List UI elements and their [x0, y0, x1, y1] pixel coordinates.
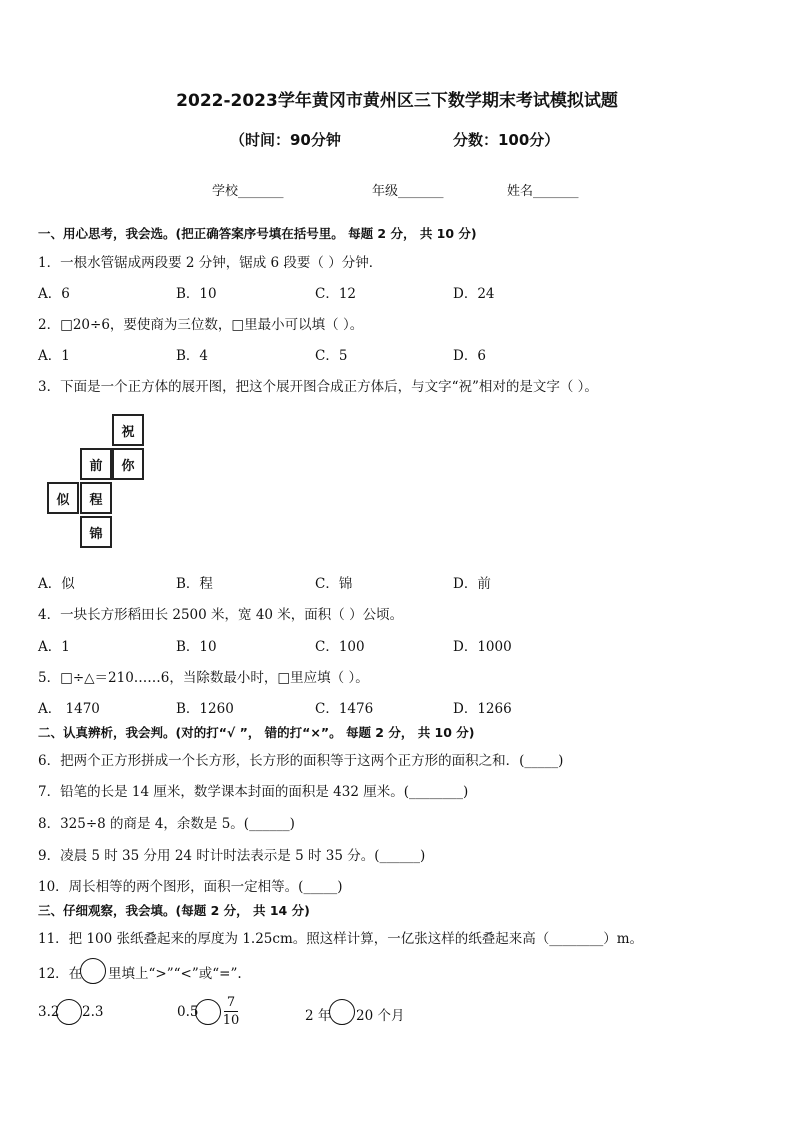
question-2: 2．□20÷6，要使商为三位数，□里最小可以填（ ）。	[38, 317, 364, 333]
q5-option-a: A． 1470	[38, 701, 100, 717]
question-5: 5．□÷△＝210……6，当除数最小时，□里应填（ ）。	[38, 670, 369, 686]
q4-option-b: B．10	[176, 639, 217, 655]
q12-a-circle[interactable]	[56, 999, 82, 1025]
q12-b-fraction	[222, 995, 240, 1028]
q4-option-c: C．100	[315, 639, 365, 655]
name-field: 姓名_______	[507, 184, 579, 199]
q3-option-b: B．程	[176, 576, 213, 592]
q4-option-a: A．1	[38, 639, 70, 655]
q5-option-d: D．1266	[453, 701, 512, 717]
section-3-heading: 三、仔细观察，我会填。(每题 2 分， 共 14 分)	[38, 903, 310, 918]
grade-field: 年级_______	[372, 184, 444, 199]
q1-option-d: D．24	[453, 286, 495, 302]
q12-c-right: 20 个月	[356, 1008, 405, 1024]
fraction-denominator: 10	[222, 1013, 240, 1028]
q5-option-c: C．1476	[315, 701, 374, 717]
question-1: 1．一根水管锯成两段要 2 分钟，锯成 6 段要（ ）分钟．	[38, 255, 383, 271]
question-12-suffix: 里填上“>”“<”或“=”.	[108, 966, 242, 982]
net-cell-5: 程	[80, 482, 112, 514]
q12-a-right: 2.3	[82, 1004, 104, 1020]
q2-option-b: B．4	[176, 348, 209, 364]
net-cell-6: 锦	[80, 516, 112, 548]
question-8: 8．325÷8 的商是 4，余数是 5。(______)	[38, 816, 295, 832]
q3-option-a: A．似	[38, 576, 75, 592]
q2-option-d: D．6	[453, 348, 486, 364]
section-2-heading: 二、认真辨析，我会判。(对的打“√ ”， 错的打“×”。 每题 2 分， 共 10 分)	[38, 725, 475, 740]
question-4: 4．一块长方形稻田长 2500 米，宽 40 米，面积（ ）公顷。	[38, 607, 404, 623]
q2-option-a: A．1	[38, 348, 70, 364]
question-6: 6．把两个正方形拼成一个长方形，长方形的面积等于这两个正方形的面积之和．(_____)	[38, 753, 564, 769]
question-12-prefix: 12．在	[38, 966, 83, 982]
section-1-heading: 一、用心思考，我会选。(把正确答案序号填在括号里。 每题 2 分， 共 10 分)	[38, 226, 477, 241]
q12-c-left: 2 年	[305, 1008, 332, 1024]
question-10: 10．周长相等的两个图形，面积一定相等。(_____)	[38, 879, 343, 895]
q12-a-left: 3.2	[38, 1004, 60, 1020]
q4-option-d: D．1000	[453, 639, 512, 655]
net-cell-2: 前	[80, 448, 112, 480]
q1-option-c: C．12	[315, 286, 357, 302]
net-cell-1: 祝	[112, 414, 144, 446]
fraction-bar	[224, 1011, 238, 1012]
net-cell-3: 你	[112, 448, 144, 480]
q5-option-b: B．1260	[176, 701, 234, 717]
question-9: 9．凌晨 5 时 35 分用 24 时计时法表示是 5 时 35 分。(______)	[38, 848, 426, 864]
q1-option-a: A．6	[38, 286, 70, 302]
question-11: 11．把 100 张纸叠起来的厚度为 1.25cm。照这样计算，一亿张这样的纸叠起来高（________）m。	[38, 931, 644, 947]
exam-score: 分数：100分）	[453, 131, 560, 149]
q12-c-circle[interactable]	[329, 999, 355, 1025]
net-cell-4: 似	[47, 482, 79, 514]
q3-option-c: C．锦	[315, 576, 353, 592]
page-title: 2022-2023学年黄冈市黄州区三下数学期末考试模拟试题	[176, 91, 618, 111]
school-field: 学校_______	[212, 184, 284, 199]
answer-circle-icon	[80, 958, 106, 984]
q12-b-left: 0.5	[177, 1004, 199, 1020]
q1-option-b: B．10	[176, 286, 217, 302]
q12-b-circle[interactable]	[195, 999, 221, 1025]
q2-option-c: C．5	[315, 348, 348, 364]
question-3: 3．下面是一个正方体的展开图，把这个展开图合成正方体后，与文字“祝”相对的是文字（ ）。	[38, 379, 598, 395]
q3-option-d: D．前	[453, 576, 491, 592]
question-7: 7．铅笔的长是 14 厘米，数学课本封面的面积是 432 厘米。(________)	[38, 784, 469, 800]
exam-time: （时间：90分钟	[230, 131, 341, 149]
fraction-numerator: 7	[226, 995, 236, 1010]
